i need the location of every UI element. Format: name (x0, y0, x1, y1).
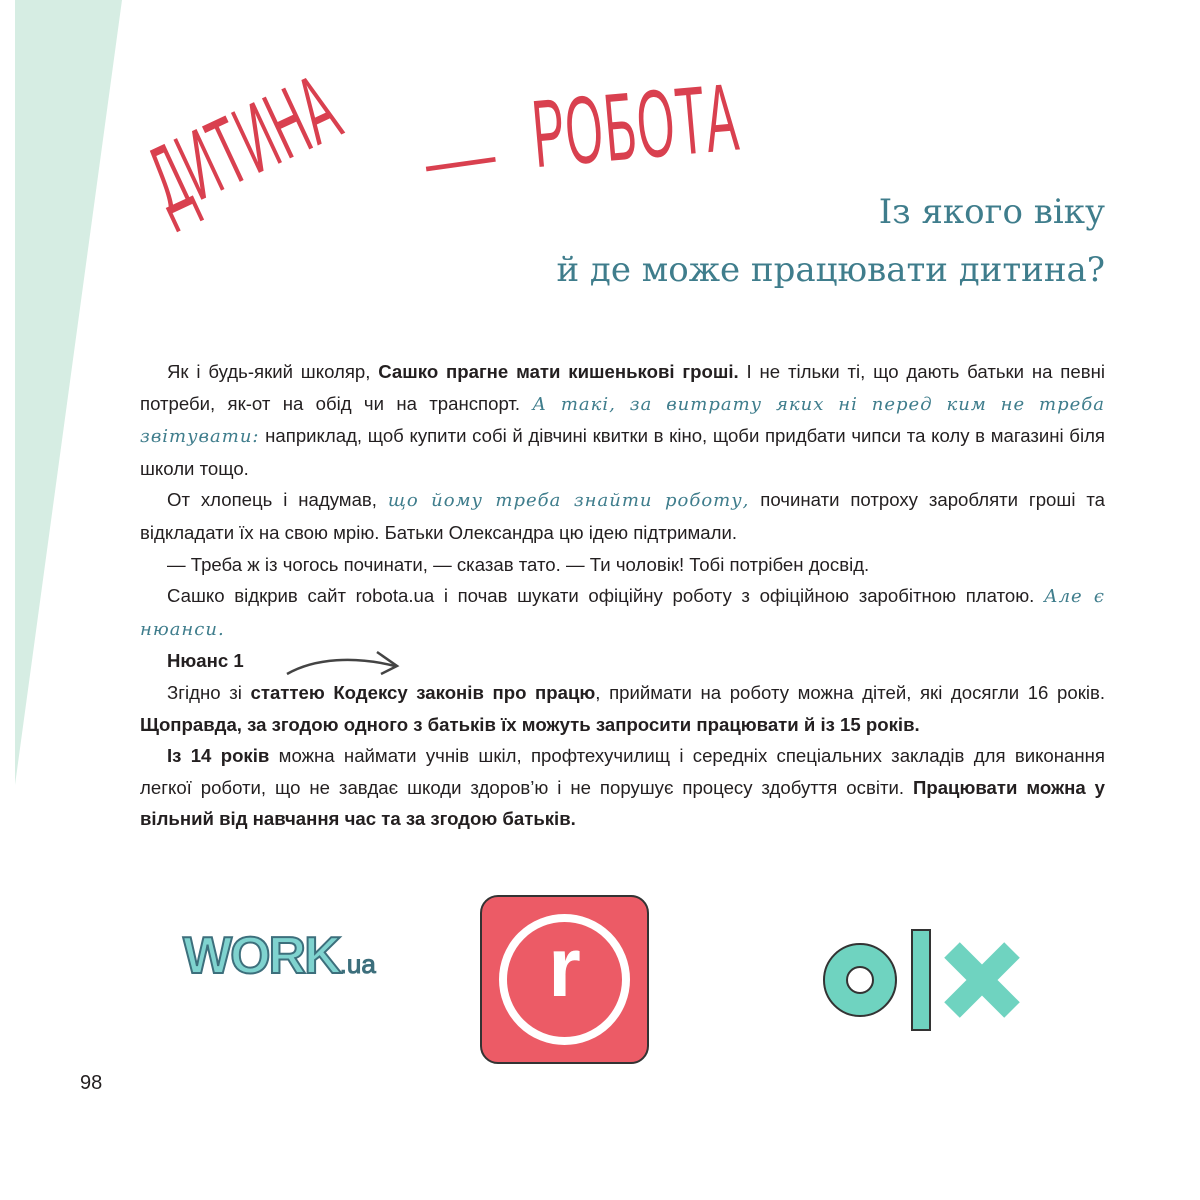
page-number: 98 (80, 1072, 103, 1094)
logo-suffix: .ua (339, 949, 376, 979)
text: Сашко відкрив сайт robota.ua і почав шукати офіційну роботу з офіційною заробітною платою. (167, 585, 1044, 607)
text: Згідно зі (167, 681, 251, 703)
title-dash: — (419, 114, 501, 202)
text: наприклад, щоб купити собі й дівчині квитки в кіно, щоби придбати чипси та колу в магазині біля школи тощо. (140, 425, 1105, 479)
paragraph-7 (140, 740, 1105, 835)
paragraph-1 (140, 356, 1105, 484)
text: , приймати на роботу можна дітей, які досягли 16 років. (595, 681, 1105, 703)
work-ua-logo (183, 926, 376, 986)
olx-logo (812, 925, 1022, 1035)
handwritten-text: що йому треба знайти роботу, (387, 490, 750, 512)
decorative-mint-strip (0, 0, 130, 800)
bold-text: Із 14 років (167, 745, 270, 767)
text: можна наймати учнів шкіл, профтехучилищ і середніх спеціальних закладів для виконання легкої роботи, що не завдає шкоди здоров’ю і не порушує процесу здобуття освіти. (140, 745, 1105, 798)
body-text (140, 356, 1105, 835)
text: От хлопець і надумав, (167, 489, 388, 511)
robota-ua-logo (480, 895, 649, 1064)
bold-text: Працювати можна у вільний від навчання час та за згодою батьків. (140, 776, 1105, 830)
arrow-icon (285, 648, 405, 678)
paragraph-4 (140, 580, 1105, 645)
title-part2: РОБОТА (528, 63, 744, 188)
bold-text: Щоправда, за згодою одного з батьків їх можуть запросити працювати й із 15 років. (140, 713, 920, 735)
subtitle-line1: Із якого віку (878, 192, 1105, 232)
paragraph-2 (140, 484, 1105, 548)
text: І не тільки ті, що дають батьки на певні потреби, як-от на обід чи на транспорт. (140, 361, 1105, 414)
text: починати потроху заробляти гроші та відкладати їх на свою мрію. Батьки Олександра цю ідею підтримали. (140, 489, 1105, 543)
handwritten-text: Але є нюанси. (140, 586, 1105, 640)
logo-letter: r (548, 920, 581, 1014)
bold-text: статтею Кодексу законів про працю (250, 681, 596, 703)
text: Як і будь-який школяр, (167, 361, 379, 382)
subtitle-line2: й де може працювати дитина? (556, 250, 1105, 290)
bold-text: Сашко прагне мати кишенькові гроші. (378, 361, 739, 382)
handwritten-text: А такі, за витрату яких ні перед ким не треба звітувати: (140, 393, 1105, 448)
title-part1: ДИТИНА (131, 53, 356, 234)
heading-text: Нюанс 1 (167, 650, 244, 672)
paragraph-3: — Треба ж із чогось починати, — сказав тато. — Ти чоловік! Тобі потрібен досвід. (167, 553, 870, 575)
paragraph-6 (140, 677, 1105, 740)
logo-text: WORK (183, 927, 340, 985)
